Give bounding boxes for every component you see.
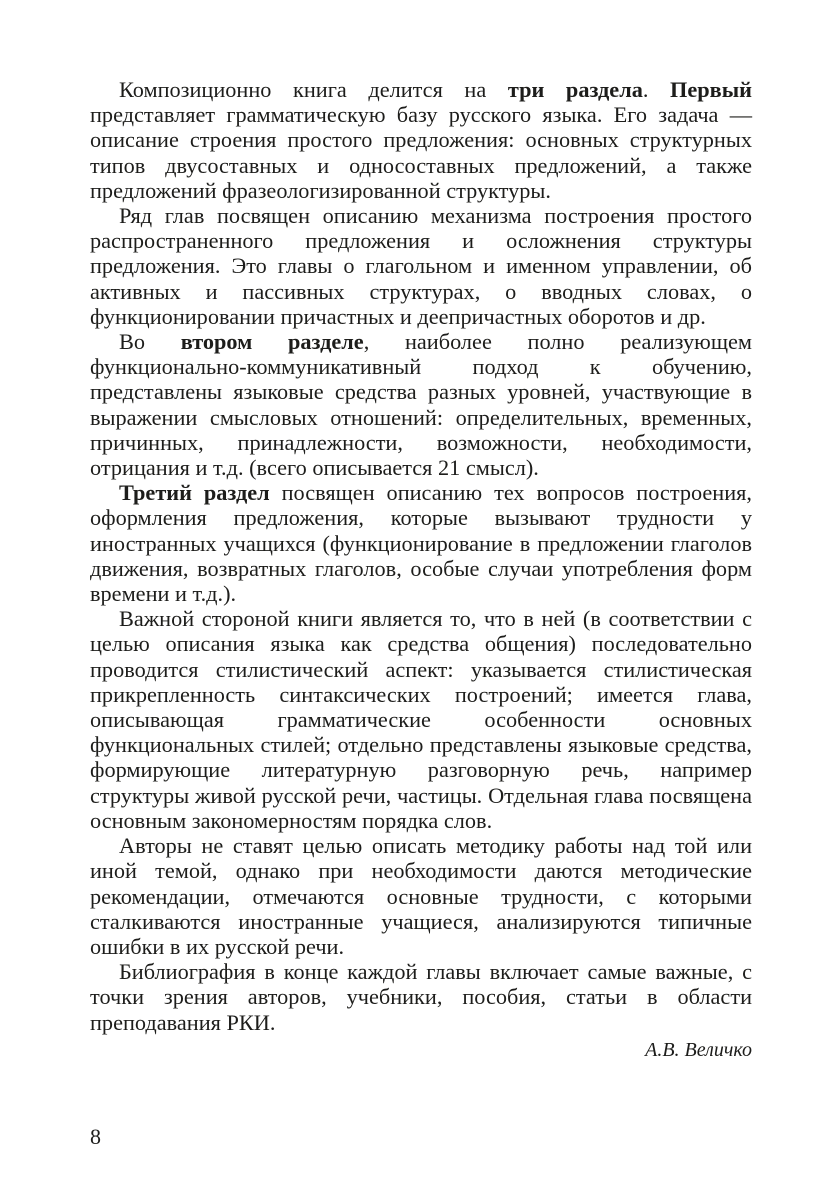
paragraph-chapters: Ряд глав посвящен описанию механизма построения простого распространенного предложения и осложнения структуры предложения. Это главы о глагольном и именном управлении, об активных и пассивных структурах, о вводных словах, о функционировании причастных и деепричастных оборотов и др.	[90, 203, 752, 329]
paragraph-stylistics: Важной стороной книги является то, что в ней (в соответствии с целью описания языка как средства общения) последовательно проводится стилистический аспект: указывается стилистическая прикрепленность синтаксических построений; имеется глава, описывающая грамматические особенности основных функциональных стилей; отдельно представлены языковые средства, формирующие литературную разговорную речь, например структуры живой русской речи, частицы. Отдельная глава посвящена основным закономерностям порядка слов.	[90, 606, 752, 833]
paragraph-bibliography: Библиография в конце каждой главы включает самые важные, с точки зрения авторов, учебники, пособия, статьи в области преподавания РКИ.	[90, 959, 752, 1035]
emphasis-three-sections: три раздела	[507, 77, 643, 102]
paragraph-second-section-rest: , наиболее полно реализующем функционально-коммуникативный подход к обучению, представлены языковые средства разных уровней, участвующие в выражении смысловых отношений: определительных, временных, причинных, принадлежности, возможности, необходимости, отрицания и т.д. (всего описывается 21 смысл).	[90, 329, 752, 481]
paragraph-composition-rest: представляет грамматическую базу русского языка. Его задача — описание строения простого предложения: основных структурных типов двусоставных и односоставных предложений, а также предложений фразеологизированной структуры.	[90, 102, 752, 203]
paragraph-composition-text: Композиционно книга делится на	[119, 77, 508, 102]
emphasis-second-section: втором разделе	[180, 329, 364, 355]
paragraph-methodology: Авторы не ставят целью описать методику работы над той или иной темой, однако при необходимости даются методические рекомендации, отмечаются основные трудности, с которыми сталкиваются иностранные учащиеся, анализируются типичные ошибки в их русской речи.	[90, 833, 752, 959]
paragraph-third-section-rest: посвящен описанию тех вопросов построения, оформления предложения, которые вызывают трудности у иностранных учащихся (функционирование в предложении глаголов движения, возвратных глаголов, особые случаи употребления форм времени и т.д.).	[90, 480, 752, 607]
paragraph-second-section	[90, 329, 752, 480]
paragraph-third-section	[90, 480, 752, 606]
emphasis-third-section: Третий раздел	[119, 480, 270, 506]
author-signature: А.В. Величко	[645, 1038, 752, 1061]
paragraph-composition-punct: .	[642, 77, 671, 102]
emphasis-first: Первый	[670, 77, 752, 102]
page-body	[90, 77, 752, 1063]
paragraph-composition	[90, 77, 752, 203]
paragraph-second-section-lead: Во	[119, 329, 181, 355]
page-number: 8	[90, 1124, 101, 1149]
